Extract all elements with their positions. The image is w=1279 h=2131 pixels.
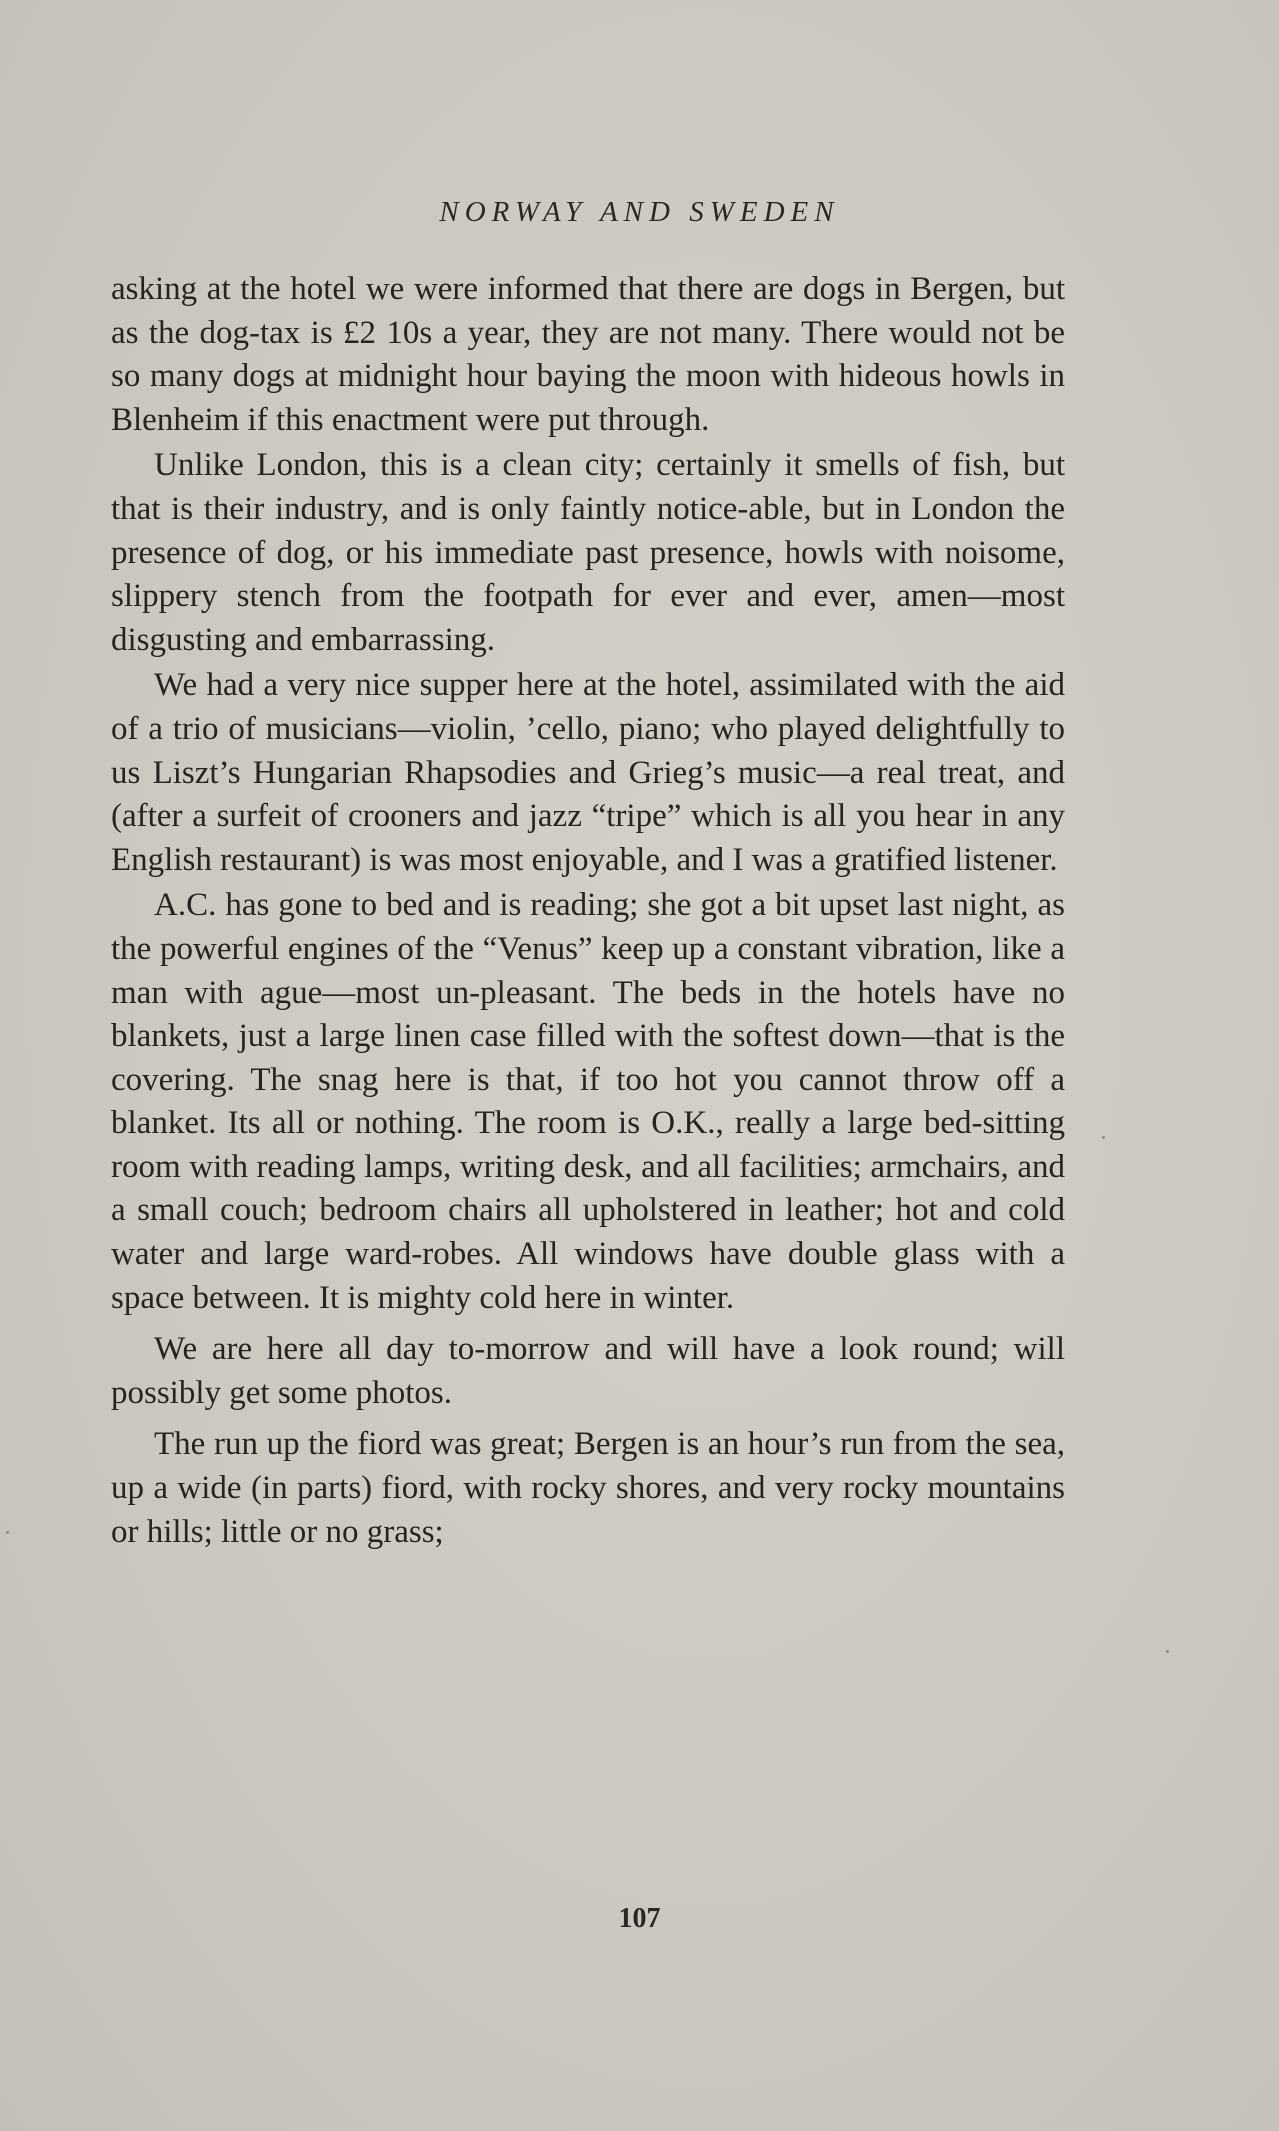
paragraph-6: The run up the fiord was great; Bergen is an hour’s run from the sea, up a wide (in parts) fiord, with rocky shores, and very rocky mountains or hills; little or no grass; (111, 1426, 1065, 1550)
running-head: NORWAY AND SWEDEN (439, 196, 840, 228)
paragraph-2: Unlike London, this is a clean city; certainly it smells of fish, but that is their industry, and is only faintly notice-able, but in London the presence of dog, or his immediate past presence, howls with noisome, slippery stench from the footpath for ever and ever, amen—most disgusting and embarrassing. (111, 447, 1065, 658)
paragraph-4: A.C. has gone to bed and is reading; she got a bit upset last night, as the powerful engines of the “Venus” keep up a constant vibration, like a man with ague—most un-pleasant. The beds in the hotels have no blankets, just a large linen case filled with the softest down—that is the covering. The snag here is that, if too hot you cannot throw off a blanket. Its all or nothing. The room is O.K., really a large bed-sitting room with reading lamps, writing desk, and all facilities; armchairs, and a small couch; bedroom chairs all upholstered in leather; hot and cold water and large ward-robes. All windows have double glass with a space between. It is mighty cold here in winter. (111, 887, 1065, 1316)
paragraph-3: We had a very nice supper here at the hotel, assimilated with the aid of a trio of musicians—violin, ’cello, piano; who played delightfully to us Liszt’s Hungarian Rhapsodies and Grieg’s music—a real treat, and (after a surfeit of crooners and jazz “tripe” which is all you hear in any English restaurant) is was most enjoyable, and I was a gratified listener. (111, 667, 1065, 878)
paragraph-1: asking at the hotel we were informed that there are dogs in Bergen, but as the dog-tax is £2 10s a year, they are not many. There would not be so many dogs at midnight hour baying the moon with hideous howls in Blenheim if this enactment were put through. (111, 271, 1065, 438)
paper-speck (1102, 1136, 1105, 1139)
paragraph-5: We are here all day to-morrow and will have a look round; will possibly get some photos. (111, 1331, 1065, 1411)
paper-speck (1166, 1650, 1169, 1653)
page-number: 107 (618, 1903, 661, 1934)
paper-speck (6, 1531, 9, 1534)
body-text (111, 268, 1065, 1554)
